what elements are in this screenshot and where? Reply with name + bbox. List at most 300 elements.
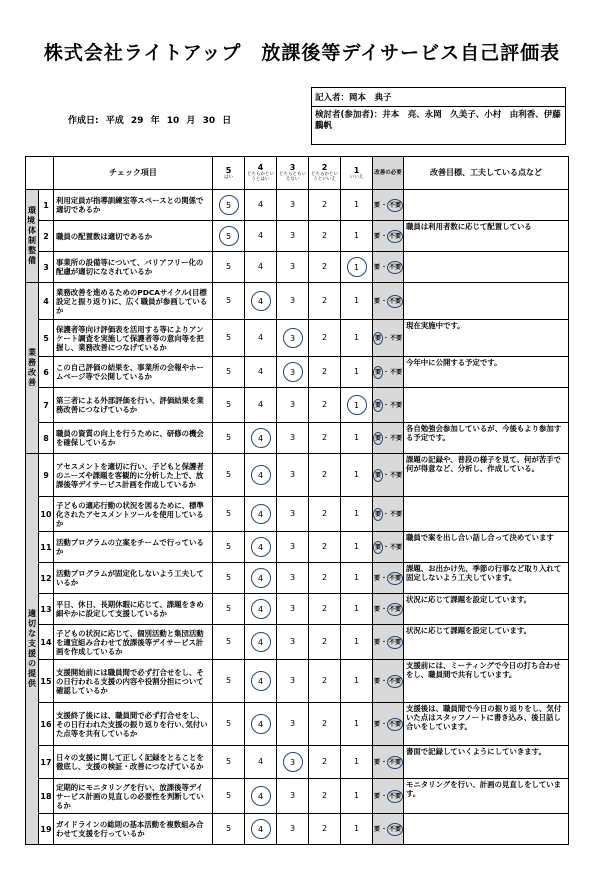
score-cell-3[interactable]: [277, 594, 309, 625]
score-cell-5[interactable]: [213, 320, 245, 357]
score-cell-2[interactable]: [309, 252, 341, 283]
score-option: 2: [321, 231, 328, 240]
selected-score: 4: [251, 568, 271, 588]
reviewers-row: [312, 107, 570, 132]
need-cell[interactable]: [373, 746, 404, 779]
score-cell-5[interactable]: [213, 625, 245, 660]
need-separator: ・: [383, 471, 390, 479]
table-row: [26, 388, 569, 423]
category-cell: [26, 190, 43, 283]
score-cell-2[interactable]: [309, 357, 341, 388]
need-no: 不要: [390, 434, 403, 442]
score-option: 5: [225, 470, 232, 479]
score-cell-3[interactable]: [277, 497, 309, 532]
recorder-label: 記入者：: [315, 93, 350, 103]
score-cell-1[interactable]: [341, 221, 373, 252]
score-option: 4: [257, 400, 264, 409]
check-item-text: 職員の配置数は適切であるか: [54, 221, 213, 252]
score-cell-2[interactable]: [309, 563, 341, 594]
score-cell-2[interactable]: [309, 388, 341, 423]
row-number: 4: [39, 283, 54, 320]
need-yes: 要: [374, 720, 381, 728]
score-cell-3[interactable]: [277, 252, 309, 283]
row-number: 8: [39, 423, 54, 454]
need-yes: 要: [374, 792, 381, 800]
score-cell-1[interactable]: [341, 594, 373, 625]
score-cell-5[interactable]: [213, 563, 245, 594]
category-cell: [26, 454, 39, 845]
need-cell[interactable]: [373, 283, 404, 320]
score-cell-1[interactable]: [341, 532, 373, 563]
need-no: 不要: [390, 510, 403, 518]
score-cell-1[interactable]: [341, 357, 373, 388]
row-number: 1: [39, 190, 54, 221]
selected-score: 3: [283, 328, 303, 348]
row-number: 18: [39, 779, 54, 814]
table-row: [26, 746, 569, 779]
header-score-4-sub: どちらかというとはい: [247, 172, 274, 182]
table-row: [26, 625, 569, 660]
need-separator: ・: [383, 401, 390, 409]
score-option: 2: [321, 573, 328, 582]
row-number: 2: [39, 221, 54, 252]
score-option: 1: [353, 231, 360, 240]
score-option: 1: [353, 542, 360, 551]
check-item-text: ガイドラインの総則の基本活動を複数組み合わせて支援を行っているか: [54, 814, 213, 845]
score-cell-4[interactable]: [245, 252, 277, 283]
goal-text: [404, 388, 569, 423]
table-row: [26, 252, 569, 283]
check-item-text: アセスメントを適切に行い、子どもと保護者のニーズや課題を客観的に分析した上で、放課後等デイサービス計画を作成しているか: [54, 454, 213, 497]
need-yes: 要: [374, 638, 381, 646]
score-option: 2: [321, 824, 328, 833]
need-cell[interactable]: [373, 221, 404, 252]
table-row: [26, 660, 569, 703]
need-cell[interactable]: [373, 779, 404, 814]
check-item-text: 日々の支援に関して正しく記録をとることを徹底し、支援の検証・改善につなげているか: [54, 746, 213, 779]
date-label: 作成日:: [68, 116, 99, 126]
header-score-3-sub: どちらともいえない: [279, 172, 306, 182]
header-score-2-sub: どちらかというといいえ: [311, 172, 338, 182]
need-separator: ・: [381, 574, 388, 582]
need-separator: ・: [381, 720, 388, 728]
date-month: 10: [166, 116, 180, 126]
score-cell-1[interactable]: [341, 746, 373, 779]
score-option: 1: [353, 509, 360, 518]
score-option: 2: [321, 470, 328, 479]
score-option: 1: [353, 824, 360, 833]
score-cell-2[interactable]: [309, 190, 341, 221]
score-option: 2: [321, 262, 328, 271]
score-cell-5[interactable]: [213, 594, 245, 625]
row-number: 6: [39, 357, 54, 388]
score-cell-4[interactable]: [245, 190, 277, 221]
score-cell-5[interactable]: [213, 423, 245, 454]
need-cell[interactable]: [373, 388, 404, 423]
selected-score: 5: [219, 195, 239, 215]
score-option: 1: [353, 676, 360, 685]
need-cell[interactable]: [373, 252, 404, 283]
score-option: 1: [353, 637, 360, 646]
score-cell-4[interactable]: [245, 283, 277, 320]
score-cell-5[interactable]: [213, 779, 245, 814]
score-cell-4[interactable]: [245, 497, 277, 532]
need-yes: 要: [374, 677, 381, 685]
header-check-item: チェック項目: [54, 157, 213, 190]
score-cell-2[interactable]: [309, 625, 341, 660]
score-option: 2: [321, 296, 328, 305]
score-cell-5[interactable]: [213, 497, 245, 532]
creation-date: [68, 113, 235, 126]
score-cell-4[interactable]: [245, 563, 277, 594]
header-score-3: [277, 157, 309, 190]
table-row: [26, 357, 569, 388]
score-cell-2[interactable]: [309, 703, 341, 746]
score-cell-4[interactable]: [245, 625, 277, 660]
need-yes: 要: [374, 201, 381, 209]
selected-score: 3: [283, 362, 303, 382]
score-cell-2[interactable]: [309, 497, 341, 532]
selected-score: 4: [251, 465, 271, 485]
need-no: 不要: [387, 718, 403, 731]
need-yes: 要: [373, 399, 383, 412]
score-cell-1[interactable]: [341, 660, 373, 703]
selected-score: 3: [283, 752, 303, 772]
score-option: 4: [257, 200, 264, 209]
need-no: 不要: [390, 471, 403, 479]
score-option: 2: [321, 719, 328, 728]
need-yes: 要: [374, 574, 381, 582]
score-cell-3[interactable]: [277, 660, 309, 703]
check-item-text: 子どもの状況に応じて、個別活動と集団活動を適宜組み合わせて放課後等デイサービス計画を作成しているか: [54, 625, 213, 660]
need-cell[interactable]: [373, 532, 404, 563]
score-cell-4[interactable]: [245, 594, 277, 625]
score-cell-3[interactable]: [277, 814, 309, 845]
score-cell-5[interactable]: [213, 357, 245, 388]
evaluation-table: [25, 156, 569, 845]
goal-text: [404, 252, 569, 283]
score-cell-3[interactable]: [277, 221, 309, 252]
score-option: 3: [289, 262, 296, 271]
table-row: [26, 423, 569, 454]
row-number: 15: [39, 660, 54, 703]
header-score-5-number: 5: [225, 165, 232, 175]
score-cell-2[interactable]: [309, 779, 341, 814]
need-separator: ・: [381, 263, 388, 271]
table-body: [26, 190, 569, 845]
score-cell-1[interactable]: [341, 454, 373, 497]
selected-score: 1: [347, 257, 367, 277]
header-score-1-number: 1: [353, 165, 360, 175]
table-row: [26, 497, 569, 532]
row-number: 12: [39, 563, 54, 594]
goal-text: 状況に応じて課題を設定しています。: [404, 594, 569, 625]
score-option: 3: [289, 719, 296, 728]
header-score-2-number: 2: [321, 163, 328, 172]
score-cell-1[interactable]: [341, 779, 373, 814]
score-cell-5[interactable]: [213, 283, 245, 320]
score-option: 5: [225, 296, 232, 305]
score-option: 2: [321, 676, 328, 685]
need-separator: ・: [381, 605, 388, 613]
need-cell[interactable]: [373, 814, 404, 845]
score-option: 4: [257, 262, 264, 271]
category-label: 環境・体制整備: [27, 206, 43, 265]
selected-score: 1: [347, 395, 367, 415]
score-cell-4[interactable]: [245, 660, 277, 703]
need-yes: 要: [373, 432, 383, 445]
need-separator: ・: [381, 758, 388, 766]
score-cell-5[interactable]: [213, 190, 245, 221]
score-option: 4: [257, 333, 264, 342]
need-separator: ・: [381, 677, 388, 685]
need-no: 不要: [387, 823, 403, 836]
need-no: 不要: [387, 603, 403, 616]
score-cell-4[interactable]: [245, 423, 277, 454]
score-option: 5: [225, 433, 232, 442]
need-no: 不要: [387, 675, 403, 688]
score-cell-1[interactable]: [341, 814, 373, 845]
score-cell-2[interactable]: [309, 454, 341, 497]
score-cell-3[interactable]: [277, 779, 309, 814]
selected-score: 4: [251, 537, 271, 557]
score-cell-2[interactable]: [309, 423, 341, 454]
need-cell[interactable]: [373, 497, 404, 532]
reviewers-label: 検討者(参加者)：: [315, 110, 383, 120]
selected-score: 4: [251, 632, 271, 652]
goal-text: 支援前には、ミーティングで今日の打ち合わせをし、職員間で共有しています。: [404, 660, 569, 703]
row-number: 5: [39, 320, 54, 357]
goal-text: 課題、お出かけ先、季節の行事など取り入れて固定しないよう工夫しています。: [404, 563, 569, 594]
need-separator: ・: [381, 792, 388, 800]
score-cell-3[interactable]: [277, 190, 309, 221]
score-cell-3[interactable]: [277, 454, 309, 497]
check-item-text: 第三者による外部評価を行い、評価結果を業務改善につなげているか: [54, 388, 213, 423]
score-cell-3[interactable]: [277, 357, 309, 388]
need-cell[interactable]: [373, 703, 404, 746]
need-no: 不要: [390, 334, 403, 342]
header-score-4: [245, 157, 277, 190]
score-cell-3[interactable]: [277, 320, 309, 357]
score-option: 5: [225, 262, 232, 271]
score-cell-1[interactable]: [341, 252, 373, 283]
score-cell-2[interactable]: [309, 320, 341, 357]
score-cell-3[interactable]: [277, 703, 309, 746]
category-cell: [26, 283, 39, 454]
score-cell-1[interactable]: [341, 423, 373, 454]
score-cell-2[interactable]: [309, 532, 341, 563]
row-number: 11: [39, 532, 54, 563]
score-option: 3: [289, 470, 296, 479]
score-cell-4[interactable]: [245, 703, 277, 746]
score-cell-5[interactable]: [213, 388, 245, 423]
score-cell-5[interactable]: [213, 703, 245, 746]
header-score-3-number: 3: [289, 163, 296, 172]
need-separator: ・: [383, 434, 390, 442]
score-cell-3[interactable]: [277, 388, 309, 423]
score-option: 4: [257, 757, 264, 766]
need-yes: 要: [374, 605, 381, 613]
score-option: 2: [321, 509, 328, 518]
need-cell[interactable]: [373, 190, 404, 221]
score-cell-2[interactable]: [309, 746, 341, 779]
score-cell-2[interactable]: [309, 221, 341, 252]
score-cell-2[interactable]: [309, 660, 341, 703]
need-cell[interactable]: [373, 357, 404, 388]
need-cell[interactable]: [373, 423, 404, 454]
table-row: [26, 283, 569, 320]
score-cell-3[interactable]: [277, 532, 309, 563]
need-cell[interactable]: [373, 594, 404, 625]
need-separator: ・: [381, 201, 388, 209]
reviewers-names: 井本 亮、永岡 久美子、小村 由利香、伊藤 鵬帆: [315, 110, 570, 131]
score-option: 5: [225, 719, 232, 728]
score-option: 1: [353, 573, 360, 582]
need-yes: 要: [373, 366, 383, 379]
score-cell-4[interactable]: [245, 532, 277, 563]
selected-score: 4: [251, 714, 271, 734]
score-option: 4: [257, 231, 264, 240]
row-number: 9: [39, 454, 54, 497]
score-option: 3: [289, 200, 296, 209]
goal-text: 今年中に公開する予定です。: [404, 357, 569, 388]
header-need: 改善の必要: [373, 157, 404, 190]
score-cell-2[interactable]: [309, 594, 341, 625]
need-separator: ・: [383, 368, 390, 376]
score-cell-4[interactable]: [245, 814, 277, 845]
table-row: [26, 221, 569, 252]
score-option: 5: [225, 676, 232, 685]
score-option: 1: [353, 470, 360, 479]
row-number: 14: [39, 625, 54, 660]
score-cell-1[interactable]: [341, 497, 373, 532]
need-yes: 要: [374, 263, 381, 271]
need-no: 不要: [390, 401, 403, 409]
header-score-1: [341, 157, 373, 190]
score-cell-3[interactable]: [277, 746, 309, 779]
score-cell-3[interactable]: [277, 625, 309, 660]
check-item-text: 平日、休日、長期休暇に応じて、課題をきめ細やかに設定して支援しているか: [54, 594, 213, 625]
need-cell[interactable]: [373, 625, 404, 660]
header-score-2: [309, 157, 341, 190]
need-yes: 要: [374, 758, 381, 766]
score-option: 1: [353, 757, 360, 766]
header-goal: 改善目標、工夫している点など: [404, 157, 569, 190]
need-separator: ・: [381, 297, 388, 305]
category-label: 適切な支援の提供: [28, 609, 36, 688]
selected-score: 4: [251, 671, 271, 691]
score-cell-3[interactable]: [277, 283, 309, 320]
need-cell[interactable]: [373, 454, 404, 497]
score-option: 3: [289, 231, 296, 240]
need-no: 不要: [390, 543, 403, 551]
need-no: 不要: [387, 295, 403, 308]
selected-score: 4: [251, 599, 271, 619]
score-cell-5[interactable]: [213, 814, 245, 845]
goal-text: [404, 814, 569, 845]
score-cell-2[interactable]: [309, 283, 341, 320]
score-cell-4[interactable]: [245, 221, 277, 252]
score-cell-5[interactable]: [213, 454, 245, 497]
score-cell-5[interactable]: [213, 252, 245, 283]
recorder-name: 岡本 典子: [349, 93, 392, 103]
check-item-text: 職員の資質の向上を行うために、研修の機会を確保しているか: [54, 423, 213, 454]
goal-text: [404, 497, 569, 532]
check-item-text: 活動プログラムが固定化しないよう工夫しているか: [54, 563, 213, 594]
score-cell-4[interactable]: [245, 388, 277, 423]
goal-text: 職員で案を出し合い話し合って決めています: [404, 532, 569, 563]
goal-text: 各自勉強会参加しているが、今後もより参加する予定です。: [404, 423, 569, 454]
score-cell-2[interactable]: [309, 814, 341, 845]
score-cell-3[interactable]: [277, 423, 309, 454]
score-cell-4[interactable]: [245, 454, 277, 497]
check-item-text: 利用定員が指導訓練室等スペースとの関係で適切であるか: [54, 190, 213, 221]
score-cell-1[interactable]: [341, 388, 373, 423]
selected-score: 4: [251, 504, 271, 524]
need-separator: ・: [381, 638, 388, 646]
score-cell-4[interactable]: [245, 746, 277, 779]
score-cell-1[interactable]: [341, 320, 373, 357]
score-option: 3: [289, 433, 296, 442]
need-cell[interactable]: [373, 320, 404, 357]
score-cell-4[interactable]: [245, 779, 277, 814]
goal-text: [404, 190, 569, 221]
score-cell-1[interactable]: [341, 563, 373, 594]
score-cell-1[interactable]: [341, 283, 373, 320]
need-yes: 要: [373, 541, 383, 554]
score-option: 2: [321, 637, 328, 646]
need-cell[interactable]: [373, 660, 404, 703]
need-yes: 要: [374, 297, 381, 305]
score-option: 5: [225, 367, 232, 376]
selected-score: 4: [251, 291, 271, 311]
recorder-box: [311, 87, 570, 145]
goal-text: 課題の記録や、普段の様子を見て、何が苦手で何が得意など、分析し、作成している。: [404, 454, 569, 497]
row-number: 3: [39, 252, 54, 283]
need-yes: 要: [373, 469, 383, 482]
score-cell-1[interactable]: [341, 703, 373, 746]
score-option: 5: [225, 791, 232, 800]
score-option: 1: [353, 604, 360, 613]
check-item-text: 子どもの適応行動の状況を図るために、標準化されたアセスメントツールを使用しているか: [54, 497, 213, 532]
score-option: 3: [289, 604, 296, 613]
need-yes: 要: [373, 332, 383, 345]
score-cell-4[interactable]: [245, 357, 277, 388]
score-option: 1: [353, 200, 360, 209]
score-option: 3: [289, 676, 296, 685]
date-era: 平成: [105, 116, 124, 126]
score-option: 1: [353, 333, 360, 342]
score-cell-5[interactable]: [213, 221, 245, 252]
score-option: 2: [321, 604, 328, 613]
score-cell-4[interactable]: [245, 320, 277, 357]
score-cell-1[interactable]: [341, 625, 373, 660]
table-row: [26, 320, 569, 357]
row-number: 16: [39, 703, 54, 746]
score-cell-1[interactable]: [341, 190, 373, 221]
table-row: [26, 190, 569, 221]
score-option: 5: [225, 637, 232, 646]
recorder-row: [312, 88, 565, 107]
score-cell-5[interactable]: [213, 532, 245, 563]
score-cell-3[interactable]: [277, 563, 309, 594]
category-label: 業務改善: [28, 348, 36, 387]
score-cell-5[interactable]: [213, 660, 245, 703]
score-cell-5[interactable]: [213, 746, 245, 779]
need-cell[interactable]: [373, 563, 404, 594]
goal-text: 書面で記録していくようにしていきます。: [404, 746, 569, 779]
row-number: 13: [39, 594, 54, 625]
